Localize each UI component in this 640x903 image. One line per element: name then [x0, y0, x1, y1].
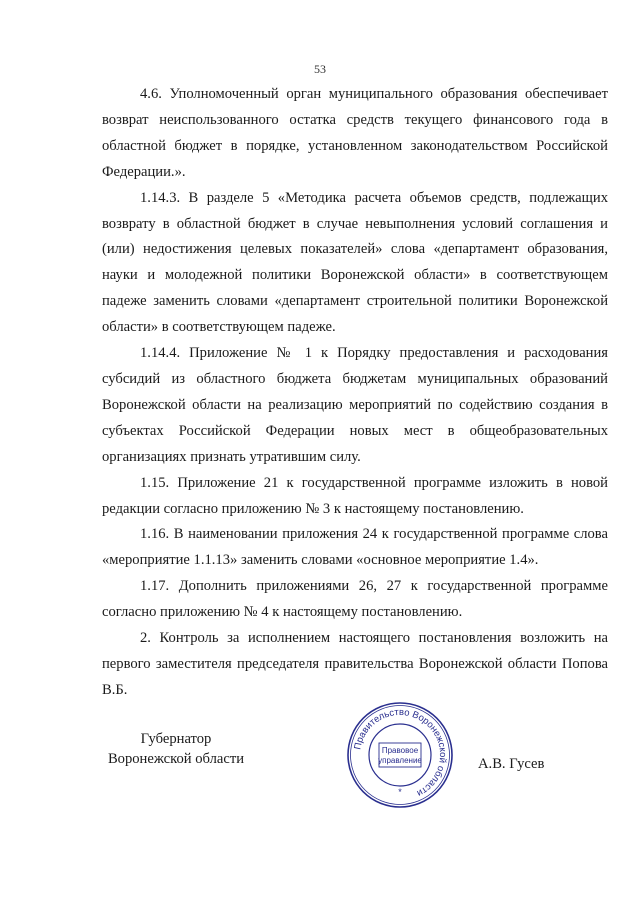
signature-position: [102, 729, 250, 769]
paragraph-1-17: 1.17. Дополнить приложениями 26, 27 к государственной программе согласно приложению № 4 к настоящему постановлению.: [102, 578, 608, 621]
official-stamp: [345, 700, 455, 810]
stamp-center-line2: управление: [378, 756, 422, 765]
position-title: Губернатор: [140, 731, 212, 747]
paragraph-1-16: 1.16. В наименовании приложения 24 к государственной программе слова «мероприятие 1.1.13» заменить словами «основное мероприятие 1.4».: [102, 526, 608, 569]
paragraph-1-15: 1.15. Приложение 21 к государственной программе изложить в новой редакции согласно приложению № 3 к настоящему постановлению.: [102, 474, 608, 517]
paragraph-1-14-3: 1.14.3. В разделе 5 «Методика расчета объемов средств, подлежащих возврату в областной бюджет в случае невыполнения условий соглашения и (или) недостижения целевых показателей» слова «департамент образования, науки и молодежной политики Воронежской области» в соответствующем падеже заменить словами «департамент строительной политики Воронежской области» в соответствующем падеже.: [102, 189, 608, 336]
stamp-center-line1: Правовое: [381, 746, 419, 755]
document-body: [102, 82, 608, 704]
paragraph-1-14-4: 1.14.4. Приложение № 1 к Порядку предоставления и расходования субсидий из областного бюджета бюджетам муниципальных образований Воронежской области на реализацию мероприятий по содействию создания в субъектах Российской Федерации новых мест в общеобразовательных организациях признать утратившим силу.: [102, 345, 608, 465]
paragraph-2-control: 2. Контроль за исполнением настоящего постановления возложить на первого заместителя председателя правительства Воронежской области Попова В.Б.: [102, 630, 608, 698]
stamp-ring-text: Правительство Воронежской области: [352, 706, 449, 799]
position-region: Воронежской области: [107, 751, 245, 767]
page-number: 53: [314, 62, 326, 76]
signatory-name: А.В. Гусев: [478, 756, 545, 772]
paragraph-4-6: 4.6. Уполномоченный орган муниципального образования обеспечивает возврат неиспользованного остатка средств текущего финансового года в областной бюджет в порядке, установленном законодательством Российской Федерации.».: [102, 86, 608, 180]
stamp-star: *: [398, 787, 402, 797]
